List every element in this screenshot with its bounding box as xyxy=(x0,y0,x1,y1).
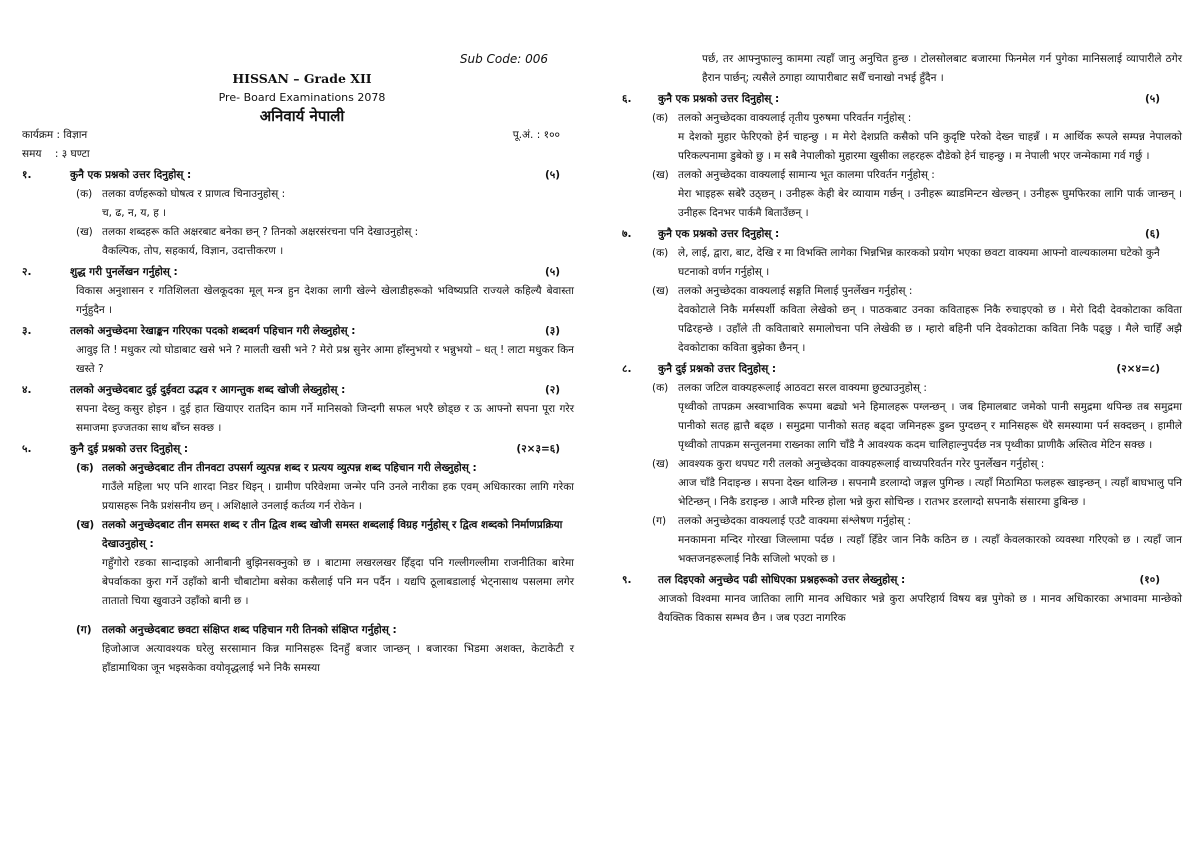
left-column xyxy=(22,50,582,678)
q1-a-body: च, ढ, न, य, ह । xyxy=(102,207,167,219)
q7-b-body: देवकोटाले निकै मर्मस्पर्शी कविता लेखेको छन् । पाठकबाट उनका कविताहरू निकै रुचाइएको छ । मेरो दिदी देवकोटाका कविता पढिरहन्छे । उहाँले ती कविताबारे समालोचना पनि लेखेकी छ । म्हारो बहिनी पनि देवकोटाका कविता निकै पढ्छु । मैले चाहिँ अझै देवकोटाका कविता बुझेका छैनन् । xyxy=(678,304,1182,354)
q2-body: विकास अनुशासन र गतिशिलता खेलकूदका मूल् मन्त्र हुन देशका लागी खेल्ने खेलाडीहरूको भविष्यप्रति राज्यले कहिल्यै बेवास्ता गर्नुहुदैन । xyxy=(76,285,574,316)
q6-b-body: मेरा भाइहरू सबेरै उठ्छन् । उनीहरू केही बेर व्यायाम गर्छन् । उनीहरू ब्याडमिन्टन खेल्छन् । उनीहरू घुमफिरका लागि पार्क जान्छन् । उनीहरू दिनभर पार्कमै बिताउँछन् । xyxy=(678,188,1182,219)
question-7: ७. कुनै एक प्रश्नको उत्तर दिनुहोस् : (६) xyxy=(622,228,1160,240)
meta-row xyxy=(22,126,582,145)
q5-c-body: हिजोआज अत्यावश्यक घरेलु सरसामान किन्न मानिसहरू दिनहुँ बजार जान्छन् । बजारका भिडमा अशक्त, केटाकेटी र हाँडामाथिका जून भइसकेका वयोवृद्धलाई भने निकै समस्या xyxy=(102,643,574,674)
question-4: ४. तलको अनुच्छेदबाट दुई दुईवटा उद्भव र आगन्तुक शब्द खोजी लेख्नुहोस् : (२) xyxy=(22,384,560,396)
question-1: १. कुनै एक प्रश्नको उत्तर दिनुहोस् : (५) xyxy=(22,169,560,181)
full-marks: पू.अं. : १०० xyxy=(512,129,560,141)
q8-a: (क) तलका जटिल वाक्यहरूलाई आठवटा सरल वाक्यमा छुट्याउनुहोस् : xyxy=(652,382,927,394)
q8-a-body: पृथ्वीको तापक्रम अस्वाभाविक रूपमा बढ्यो भने हिमालहरू पग्लन्छन् । जब हिमालबाट जमेको पानी समुद्रमा थपिन्छ तब समुद्रमा पानीको सतह ह्वात्तै बढ्छ । समुद्रमा पानीको सतह बढ्दा जमिनहरू डुब्न पुग्दछन् र मानिसहरू धेरै समस्यामा पर्न सक्दछन् । हामीले पृथ्वीको तापक्रम सन्तुलनमा राख्नका लागि चाँडै नै आवश्यक कदम चालिहाल्नुपर्दछ नत्र पृथ्वीका प्राणीकै अस्तित्व मेटिन सक्छ । xyxy=(678,401,1182,451)
sub-code: Sub Code: 006 xyxy=(459,52,548,66)
question-9: ९. तल दिइएको अनुच्छेद पढी सोधिएका प्रश्नहरूको उत्तर लेख्नुहोस् : (१०) xyxy=(622,574,1160,586)
faculty: कार्यक्रम : विज्ञान xyxy=(22,129,88,141)
exam-name: Pre- Board Examinations 2078 xyxy=(218,91,386,104)
q1-a: (क) तलका वर्णहरूको घोषत्व र प्राणत्व चिनाउनुहोस् : xyxy=(76,188,286,200)
q5-a: (क) तलको अनुच्छेदबाट तीन तीनवटा उपसर्ग व्युत्पन्न शब्द र प्रत्यय व्युत्पन्न शब्द पहिचान गरी लेख्नुहोस् : xyxy=(76,462,477,474)
q5-a-body: गाउँले महिला भए पनि शारदा निडर थिइन् । ग्रामीण परिवेशमा जन्मेर पनि उनले नारीका हक एवम् अधिकारका लागि गरेका प्रयासहरू निकै प्रशंसनीय छन् । अशिक्षाले उनलाई कर्तव्य गर्न रोकेन । xyxy=(102,481,574,512)
time: समय : ३ घण्टा xyxy=(22,148,90,160)
q5-b: (ख) तलको अनुच्छेदबाट तीन समस्त शब्द र तीन द्वित्व शब्द खोजी समस्त शब्दलाई विग्रह गर्नुहोस् र द्वित्व शब्दको निर्माणप्रक्रिया देखाउनुहोस् : xyxy=(76,519,563,550)
q7-a: (क) ले, लाई, द्वारा, बाट, देखि र मा विभक्ति लागेका भिन्नभिन्न कारकको प्रयोग भएका छवटा वाक्यमा आफ्नो वाल्यकालमा घटेको कुनै घटनाको वर्णन गर्नुहोस् । xyxy=(652,247,1160,278)
q5-b-body: गहुँगोरो रङका सान्दाइको आनीबानी बुझिनसक्नुको छ । बाटामा लखरलखर हिँड्दा पनि गल्लीगल्लीमा राजनीतिका बारेमा बेपर्वाकका कुरा गर्ने उहाँको बानी चौबाटोमा बसेका कसैलाई पनि मन पर्दैन । यद्यपि ठूलाबडालाई भेट्नासाथ पसलमा लगेर तातातो चिया खुवाउने उहाँको बानी छ । xyxy=(102,557,574,607)
q6-a: (क) तलको अनुच्छेदका वाक्यलाई तृतीय पुरुषमा परिवर्तन गर्नुहोस् : xyxy=(652,112,912,124)
question-5: ५. कुनै दुई प्रश्नको उत्तर दिनुहोस् : (२×३=६) xyxy=(22,443,560,455)
q8-c: (ग) तलको अनुच्छेदका वाक्यलाई एउटै वाक्यमा संश्लेषण गर्नुहोस् : xyxy=(652,515,911,527)
continued-text: पर्छ, तर आफ्नुफाल्नु काममा त्यहाँ जानु अनुचित हुन्छ । टोलसोलबाट बजारमा फिनमेल गर्न पुगेका मानिसलाई व्यापारीले ठगेर हैरान पार्छन्; त्यसैले ठगाहा व्यापारीबाट सधैँ चनाखो नभई हुँदैन । xyxy=(702,53,1182,84)
subject-title: अनिवार्य नेपाली xyxy=(259,107,345,125)
question-3: ३. तलको अनुच्छेदमा रेखाङ्कन गरिएका पदको शब्दवर्ग पहिचान गरी लेख्नुहोस् : (३) xyxy=(22,325,560,337)
right-column xyxy=(622,50,1182,628)
q6-a-body: म देशको मुहार फेरिएको हेर्न चाहन्छु । म मेरो देशप्रति कसैको पनि कुदृष्टि परेको देख्न चाहन्नँ । म आर्थिक रूपले सम्पन्न नेपालको परिकल्पनामा डुबेको छु । म सबै नेपालीको मुहारमा खुसीका लहरहरू दौडेको हेर्न चाहन्छु । म नेपाली भएर जन्मेकामा गर्व गर्छु । xyxy=(678,131,1182,162)
q7-b: (ख) तलको अनुच्छेदका वाक्यलाई सङ्गति मिलाई पुनर्लेखन गर्नुहोस् : xyxy=(652,285,913,297)
exam-title: HISSAN – Grade XII xyxy=(232,71,372,86)
question-2: २. शुद्ध गरी पुनर्लेखन गर्नुहोस् : (५) xyxy=(22,266,560,278)
q5-c: (ग) तलको अनुच्छेदबाट छवटा संक्षिप्त शब्द पहिचान गरी तिनको संक्षिप्त गर्नुहोस् : xyxy=(76,624,397,636)
q9-body: आजको विश्वमा मानव जातिका लागि मानव अधिकार भन्ने कुरा अपरिहार्य विषय बन्न पुगेको छ । मानव अधिकारका अभावमा मान्छेको वैयक्तिक विकास सम्भव छैन । जब एउटा नागरिक xyxy=(658,593,1182,624)
q3-body: आवुइ ति ! मधुकर त्यो घोडाबाट खसे भने ? मालती खसी भने ? मेरो प्रश्न सुनेर आमा हाँस्नुभयो र भन्नुभयो – धत् ! लाटा मधुकर किन खस्ते ? xyxy=(76,344,574,375)
q6-b: (ख) तलको अनुच्छेदका वाक्यलाई सामान्य भूत कालमा परिवर्तन गर्नुहोस् : xyxy=(652,169,935,181)
q1-b-body: वैकल्पिक, तोप, सहकार्य, विज्ञान, उदात्तीकरण । xyxy=(102,245,284,257)
q1-b: (ख) तलका शब्दहरू कति अक्षरबाट बनेका छन् ? तिनको अक्षरसंरचना पनि देखाउनुहोस् : xyxy=(76,226,419,238)
q8-c-body: मनकामना मन्दिर गोरखा जिल्लामा पर्दछ । त्यहाँ हिँडेर जान निकै कठिन छ । त्यहाँ केवलकारको व्यवस्था गरिएको छ । त्यहाँ जान भक्तजनहरूलाई निकै सजिलो भएको छ । xyxy=(678,534,1182,565)
question-8: ८. कुनै दुई प्रश्नको उत्तर दिनुहोस् : (२×४=८) xyxy=(622,363,1160,375)
q4-body: सपना देख्नु कसुर होइन । दुई हात खियाएर रातदिन काम गर्ने मानिसको जिन्दगी सफल भएरै छोड्छ र ऊ आफ्नो सपना पूरा गरेर समाजमा इज्जतका साथ बाँच्न सक्छ । xyxy=(76,403,574,434)
q8-b-body: आज चाँडै निदाइन्छ । सपना देख्न थालिन्छ । सपनामै डरलाग्दो जङ्गल पुगिन्छ । त्यहाँ मिठामिठा फलहरू खाइन्छन् । त्यहाँ बाघभालु पनि भेटिन्छन् । निकै डराइन्छ । आजै मरिन्छ होला भन्ने कुरा सोचिन्छ । रातभर डरलाग्दो सपनाकै संसारमा डुबिन्छ । xyxy=(678,477,1182,508)
q8-b: (ख) आवश्यक कुरा थपघट गरी तलको अनुच्छेदका वाक्यहरूलाई वाच्यपरिवर्तन गरेर पुनर्लेखन गर्नुहोस् : xyxy=(652,458,1045,470)
question-6: ६. कुनै एक प्रश्नको उत्तर दिनुहोस् : (५) xyxy=(622,93,1160,105)
